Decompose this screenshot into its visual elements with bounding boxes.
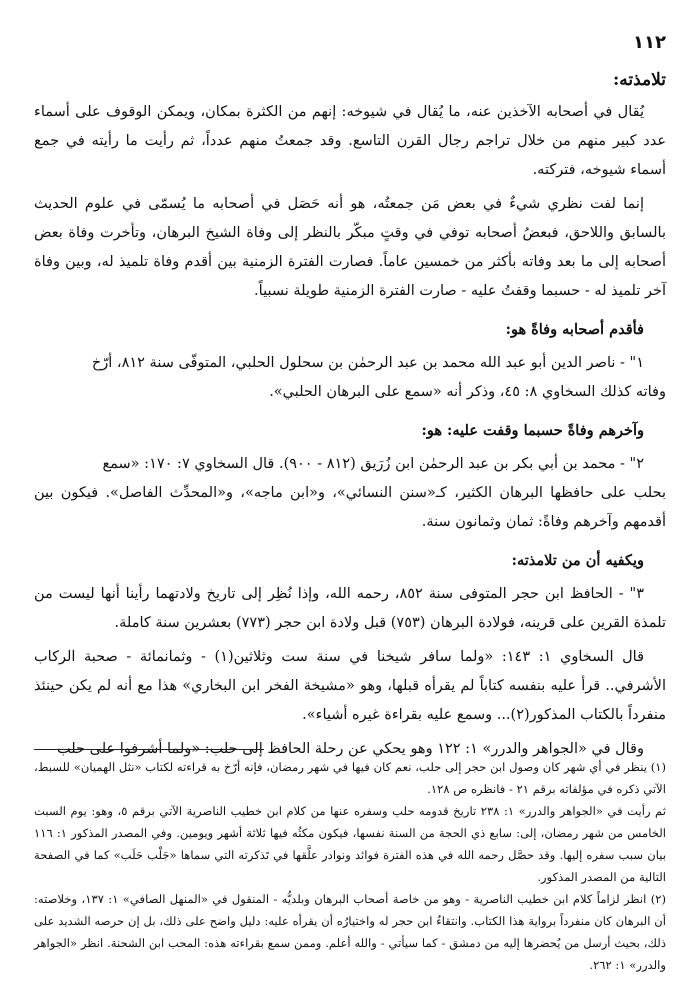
footnotes <box>34 756 666 976</box>
entry-3: ٣" - الحافظ ابن حجر المتوفى سنة ٨٥٢، رحمه الله، وإذا نُظِر إلى تاريخ ولادتهما رأينا أنها ليست من تلمذة القرين على قرينه، فولادة البرهان (٧٥٣) قبل ولادة ابن حجر (٧٧٣) بعشرين سنة كاملة. <box>34 586 666 631</box>
paragraph-intro: يُقال في أصحابه الآخذين عنه، ما يُقال في شيوخه: إنهم من الكثرة بمكان، ويمكن الوقوف على أسماء عدد كبير منهم من خلال تراجم رجال القرن التاسع. وقد جمعتُ منهم عدداً، ثم رأيت ما رأيته في جمع أسماء شيوخه، فتركته. <box>34 104 666 178</box>
section-heading: تلامذته: <box>612 70 666 90</box>
footnote-1-part-1: (١) ينظر في أي شهر كان وصول ابن حجر إلى حلب، نعم كان فيها في شهر رمضان، فإنه أرّخ به قراءته لكتاب «نثل الهميان» للسبط، الآتي ذكره في مؤلفاته برقم ٢١ - فانظره ص ١٢٨. <box>34 760 666 796</box>
paragraph-jawahir-quote: وقال في «الجواهر والدرر» ١: ١٢٢ وهو يحكي عن رحلة الحافظ إلى حلب: «ولما أشرفوا على حلب <box>57 741 644 757</box>
paragraph-sakhawi-quote: قال السخاوي ١: ١٤٣: «ولما سافر شيخنا في سنة ست وثلاثين(١) - وثمانمائة - صحبة الركاب الأشرفي.. قرأ عليه بنفسه كتاباً لم يقرأه قبلها، وهو «مشيخة الفخر ابن البخاري» هذا مع أنه لم يكن حينئذ منفرداً بالكتاب المذكور(٢)... وسمع عليه بقراءة غيره أشياء». <box>34 649 666 723</box>
paragraph-earliest-lead: فأقدم أصحابه وفاةً هو: <box>505 321 644 338</box>
footnote-divider <box>34 749 264 750</box>
footnote-2: (٢) انظر لزاماً كلام ابن خطيب الناصرية - وهو من خاصة أصحاب البرهان وبلديُّه - المنقول في «المنهل الصافي» ١: ١٣٧، وخلاصته: أن البرهان كان منفرداً برواية هذا الكتاب. وانتقاءُ ابن حجر له واختيارُه أن يقرأه عليه: دليل واضح على ذلك، بل إن حرصه الشديد على ذلك، بحيث أرسل من يُحضرها إليه من دمشق - كما سيأتي - والله أعلم. وممن سمع بقراءته هذه: المحب ابن الشحنة. انظر «الجواهر والدرر» ١: ٢٦٢. <box>34 892 667 972</box>
entry-1-body: وفاته كذلك السخاوي ٨: ٤٥، وذكر أنه «سمع على البرهان الحلبي». <box>269 384 666 400</box>
paragraph-students-lead: ويكفيه أن من تلامذته: <box>511 552 644 569</box>
paragraph-observation: إنما لفت نظري شيءٌ في بعض مَن جمعتُه، هو أنه حَصَل في أصحابه ما يُسمّى في علوم الحديث بالسابق واللاحق، فبعضُ أصحابه توفي في وقتٍ مبكّر بالنظر إلى وفاة الشيخ البرهان، وتأخرت وفاة بعض أصحابه إلى ما بعد وفاته بأكثر من خمسين عاماً. فصارت الفترة الزمنية بين أقدم وفاة تلميذ له، وبين وفاة آخر تلميذ له - حسبما وقفتُ عليه - صارت الفترة الزمنية طويلة نسبياً. <box>34 196 666 299</box>
main-text <box>34 70 666 764</box>
paragraph-latest-lead: وآخرهم وفاةً حسبما وقفت عليه: هو: <box>421 422 644 439</box>
footnote-1-part-2: ثم رأيت في «الجواهر والدرر» ١: ٢٣٨ تاريخ قدومه حلب وسفره عنها من كلام ابن خطيب الناصرية الآتي برقم ٥، وهو: يوم السبت الخامس من شهر رمضان، إلى: سابع ذي الحجة من السنة نفسها، فيكون مكثُه فيها ثلاثة أشهر ويومين. وفي المصدر المذكور ١: ١١٦ بيان سبب سفره إليها. وقد حصَّل رحمه الله في هذه الفترة فوائد ونوادر علَّقها في تَذكرته التي سماها «جَلْب حَلَب» كما في الصفحة التالية من المصدر المذكور. <box>34 804 667 884</box>
page-number: ١١٢ <box>633 32 666 53</box>
entry-2-body: بحلب على حافظها البرهان الكثير، كـ«سنن النسائي»، و«ابن ماجه»، و«المحدِّث الفاصل». فيكون بين أقدمهم وآخرهم وفاةً: ثمان وثمانون سنة. <box>34 485 666 530</box>
entry-1-heading: ١" - ناصر الدين أبو عبد الله محمد بن عبد الرحمٰن بن سحلول الحلبي، المتوفّى سنة ٨١٢، أرّخ <box>91 355 644 371</box>
entry-2-heading: ٢" - محمد بن أبي بكر بن عبد الرحمٰن ابن زُرَيق (٨١٢ - ٩٠٠). قال السخاوي ٧: ١٧٠: «سمع <box>102 456 644 472</box>
